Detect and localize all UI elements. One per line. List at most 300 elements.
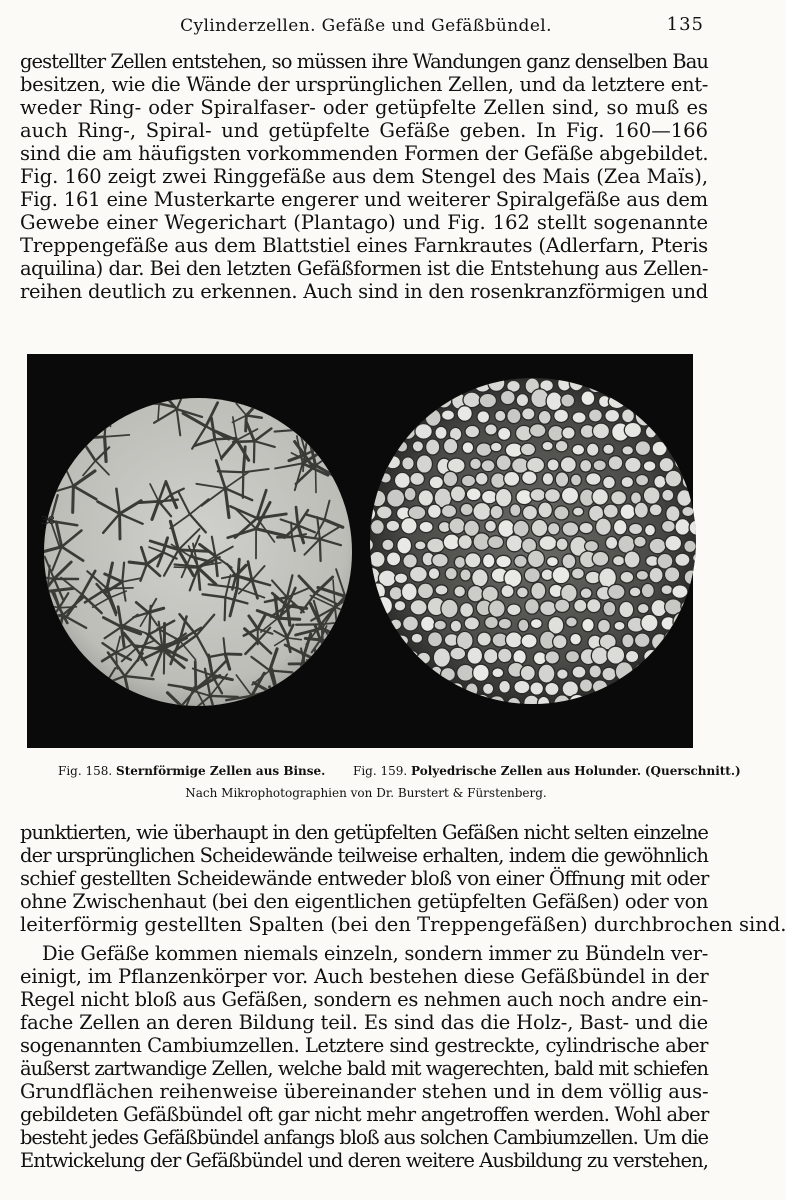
polyhedral-cell bbox=[377, 506, 393, 519]
star-cell-arm bbox=[305, 638, 320, 640]
text-line: fache Zellen an deren Bildung teil. Es sind das die Holz-, Bast- und die bbox=[20, 1011, 708, 1034]
polyhedral-cell bbox=[362, 604, 373, 615]
polyhedral-cell bbox=[637, 603, 649, 613]
star-cell-arm bbox=[64, 406, 87, 407]
star-cell-arm bbox=[88, 674, 104, 685]
polyhedral-cell bbox=[681, 375, 698, 391]
polyhedral-cell bbox=[580, 460, 592, 473]
polyhedral-cell bbox=[473, 664, 490, 681]
polyhedral-cell bbox=[627, 390, 645, 409]
polyhedral-cell bbox=[472, 569, 488, 587]
polyhedral-cell bbox=[386, 647, 404, 664]
polyhedral-cell bbox=[531, 582, 546, 599]
polyhedral-cell bbox=[477, 632, 491, 646]
polyhedral-cell bbox=[554, 506, 569, 520]
polyhedral-cell bbox=[697, 405, 715, 425]
polyhedral-cell bbox=[489, 696, 504, 708]
fig159-label: Fig. 159. bbox=[353, 764, 408, 778]
polyhedral-cell bbox=[570, 633, 582, 645]
polyhedral-cell bbox=[456, 698, 474, 716]
polyhedral-cell bbox=[661, 585, 673, 595]
star-cell-arm bbox=[307, 660, 322, 685]
polyhedral-cell bbox=[669, 411, 682, 424]
credit-prefix: Nach Mikrophotographien von bbox=[185, 786, 373, 800]
polyhedral-cell bbox=[498, 427, 511, 440]
polyhedral-cell bbox=[403, 554, 417, 568]
polyhedral-cell bbox=[643, 487, 660, 504]
polyhedral-cell bbox=[664, 567, 679, 582]
text-line: Treppengefäße aus dem Blattstiel eines Farnkrautes (Adlerfarn, Pteris bbox=[20, 234, 709, 257]
polyhedral-cell bbox=[701, 508, 713, 519]
polyhedral-cell bbox=[699, 473, 716, 490]
polyhedral-cell bbox=[426, 439, 440, 455]
polyhedral-cell bbox=[514, 680, 530, 693]
polyhedral-cell bbox=[490, 442, 502, 452]
polyhedral-cell bbox=[636, 475, 649, 486]
polyhedral-cell bbox=[697, 633, 711, 645]
polyhedral-cell bbox=[538, 664, 555, 683]
polyhedral-cell bbox=[700, 568, 715, 581]
polyhedral-cell bbox=[670, 442, 682, 455]
star-cell-arm bbox=[225, 654, 241, 655]
polyhedral-cell bbox=[464, 617, 479, 630]
polyhedral-cell bbox=[560, 457, 576, 473]
polyhedral-cell bbox=[675, 685, 687, 695]
polyhedral-cell bbox=[485, 424, 497, 435]
polyhedral-cell bbox=[545, 682, 559, 695]
polyhedral-cell bbox=[416, 455, 432, 473]
polyhedral-cell bbox=[415, 541, 426, 550]
polyhedral-cell bbox=[644, 649, 660, 663]
polyhedral-cell bbox=[363, 664, 380, 682]
star-cell-arm bbox=[322, 667, 337, 688]
polyhedral-cell bbox=[587, 599, 601, 613]
polyhedral-cell bbox=[388, 680, 404, 697]
polyhedral-cell bbox=[385, 456, 400, 469]
text-line: Gewebe einer Wegerichart (Plantago) und Fig. 162 stellt sogenannte bbox=[20, 211, 708, 234]
star-cell-arm bbox=[329, 422, 342, 444]
polyhedral-cell bbox=[356, 457, 369, 469]
star-cell-arm bbox=[260, 705, 275, 716]
polyhedral-cell bbox=[460, 503, 473, 515]
polyhedral-cell bbox=[546, 361, 558, 374]
polyhedral-cell bbox=[370, 646, 387, 662]
star-cell-arm bbox=[345, 406, 360, 418]
text-line: gebildeten Gefäßbündel oft gar nicht mehr angetroffen werden. Wohl aber bbox=[20, 1103, 709, 1126]
polyhedral-cell bbox=[675, 553, 690, 566]
polyhedral-cell bbox=[622, 446, 634, 455]
star-cell-arm bbox=[48, 686, 76, 694]
fig158-label: Fig. 158. bbox=[58, 764, 113, 778]
text-line: sogenannten Cambiumzellen. Letztere sind gestreckte, cylindrische aber bbox=[20, 1034, 708, 1057]
polyhedral-cell bbox=[514, 555, 527, 567]
polyhedral-cell bbox=[481, 460, 495, 472]
polyhedral-cell bbox=[687, 359, 705, 379]
polyhedral-cell bbox=[624, 422, 641, 437]
polyhedral-cell bbox=[693, 553, 705, 563]
polyhedral-cell bbox=[697, 696, 713, 712]
polyhedral-cell bbox=[443, 471, 458, 486]
star-cell-arm bbox=[45, 671, 47, 688]
polyhedral-cell bbox=[394, 665, 406, 676]
polyhedral-cell bbox=[651, 696, 667, 713]
polyhedral-cell bbox=[387, 489, 405, 507]
polyhedral-cell bbox=[691, 391, 706, 406]
polyhedral-cell bbox=[395, 406, 412, 425]
polyhedral-cell bbox=[698, 436, 715, 455]
polyhedral-cell bbox=[516, 362, 530, 378]
polyhedral-cell bbox=[524, 568, 540, 583]
star-cell-arm bbox=[30, 689, 47, 690]
figure-caption bbox=[0, 760, 741, 808]
polyhedral-cell bbox=[649, 538, 666, 554]
polyhedral-cell bbox=[574, 599, 587, 612]
polyhedral-cell bbox=[461, 475, 475, 487]
text-line: Regel nicht bloß aus Gefäßen, sondern es nehmen auch noch andre ein- bbox=[20, 988, 708, 1011]
polyhedral-cell bbox=[665, 535, 682, 551]
polyhedral-cell bbox=[555, 599, 570, 612]
text-line: schief gestellten Scheidewände entweder bloß von einer Öffnung mit oder bbox=[20, 867, 709, 890]
polyhedral-cell bbox=[586, 473, 601, 486]
polyhedral-cell bbox=[598, 619, 611, 633]
star-cell-arm bbox=[64, 385, 74, 406]
polyhedral-cell bbox=[581, 391, 595, 406]
polyhedral-cell bbox=[680, 439, 697, 456]
polyhedral-cell bbox=[531, 519, 547, 536]
polyhedral-cell bbox=[468, 586, 484, 602]
paragraph-bottom bbox=[20, 942, 708, 1172]
polyhedral-cell bbox=[465, 553, 481, 568]
polyhedral-cell bbox=[466, 488, 481, 501]
polyhedral-cell bbox=[401, 518, 417, 534]
polyhedral-cell bbox=[507, 408, 521, 423]
star-cell-arm bbox=[321, 402, 341, 416]
micrograph-plate bbox=[27, 354, 693, 748]
polyhedral-cell bbox=[566, 617, 578, 627]
polyhedral-cell bbox=[676, 360, 691, 376]
polyhedral-cell bbox=[356, 647, 372, 666]
polyhedral-cell bbox=[439, 696, 456, 710]
polyhedral-cell bbox=[552, 567, 570, 584]
polyhedral-cell bbox=[433, 648, 450, 667]
polyhedral-cell bbox=[356, 489, 371, 503]
polyhedral-cell bbox=[649, 504, 662, 516]
polyhedral-cell bbox=[603, 476, 616, 489]
polyhedral-cell bbox=[619, 601, 634, 617]
polyhedral-cell bbox=[407, 662, 425, 678]
polyhedral-cell bbox=[400, 393, 417, 412]
polyhedral-cell bbox=[485, 616, 499, 628]
polyhedral-cell bbox=[357, 521, 370, 532]
polyhedral-cell bbox=[416, 391, 432, 408]
polyhedral-cell bbox=[554, 695, 571, 714]
polyhedral-cell bbox=[620, 504, 635, 520]
polyhedral-cell bbox=[659, 392, 675, 409]
polyhedral-cell bbox=[443, 438, 457, 453]
polyhedral-cell bbox=[441, 377, 458, 395]
star-cell-arm bbox=[164, 709, 185, 721]
text-line: Fig. 160 zeigt zwei Ringgefäße aus dem Stengel des Mais (Zea Maïs), bbox=[20, 165, 708, 188]
polyhedral-cell bbox=[496, 488, 512, 507]
polyhedral-cell bbox=[411, 633, 422, 643]
polyhedral-cell bbox=[680, 698, 696, 714]
polyhedral-cell bbox=[356, 394, 371, 410]
star-cell-arm bbox=[321, 667, 331, 683]
polyhedral-cell bbox=[378, 406, 392, 422]
star-cell-arm bbox=[306, 422, 329, 434]
paragraph-top bbox=[20, 50, 708, 303]
star-cell-arm bbox=[275, 705, 280, 723]
polyhedral-cell bbox=[694, 427, 706, 437]
fig159-note: (Querschnitt.) bbox=[644, 764, 741, 778]
polyhedral-cell bbox=[694, 649, 706, 661]
polyhedral-cell bbox=[608, 584, 625, 599]
polyhedral-cell bbox=[410, 600, 427, 615]
polyhedral-cell bbox=[634, 536, 646, 547]
star-cell-arm bbox=[80, 704, 103, 707]
polyhedral-cell bbox=[539, 536, 557, 551]
polyhedral-cell bbox=[561, 487, 578, 504]
polyhedral-cell bbox=[397, 537, 412, 554]
polyhedral-cell bbox=[458, 535, 472, 550]
polyhedral-cell bbox=[428, 568, 439, 580]
polyhedral-cell bbox=[603, 444, 614, 454]
polyhedral-cell bbox=[490, 505, 503, 519]
polyhedral-cell bbox=[382, 539, 394, 551]
polyhedral-cell bbox=[485, 520, 497, 532]
polyhedral-cell bbox=[501, 585, 514, 598]
polyhedral-cell bbox=[379, 695, 396, 709]
polyhedral-cell bbox=[582, 618, 594, 631]
running-title: Cylinderzellen. Gefäße und Gefäßbündel. bbox=[180, 16, 552, 36]
polyhedral-cell bbox=[432, 553, 448, 567]
polyhedral-cell bbox=[517, 587, 529, 598]
polyhedral-cell bbox=[421, 616, 435, 631]
polyhedral-cell bbox=[542, 441, 553, 450]
polyhedral-cell bbox=[661, 425, 676, 441]
polyhedral-cell bbox=[360, 506, 376, 521]
star-cell-arm bbox=[47, 688, 64, 689]
star-cell-arm bbox=[286, 696, 293, 718]
polyhedral-cell bbox=[676, 393, 688, 407]
polyhedral-cell bbox=[369, 683, 386, 698]
polyhedral-cell bbox=[409, 377, 422, 390]
polyhedral-cell bbox=[520, 665, 535, 680]
polyhedral-cell bbox=[441, 505, 456, 518]
polyhedral-cell bbox=[589, 409, 603, 422]
polyhedral-cell bbox=[652, 376, 667, 393]
polyhedral-cell bbox=[506, 535, 523, 552]
polyhedral-cell bbox=[412, 697, 430, 712]
polyhedral-cell bbox=[386, 520, 400, 531]
polyhedral-cell bbox=[457, 664, 475, 681]
polyhedral-cell bbox=[427, 538, 445, 553]
polyhedral-cell bbox=[555, 472, 568, 487]
polyhedral-cell bbox=[634, 502, 648, 518]
polyhedral-cell bbox=[606, 537, 618, 550]
polyhedral-cell bbox=[484, 649, 499, 664]
text-line: Entwickelung der Gefäßbündel und deren weitere Ausbildung zu verstehen, bbox=[20, 1149, 708, 1172]
polyhedral-cell bbox=[613, 556, 625, 566]
polyhedral-cell bbox=[405, 364, 417, 375]
polyhedral-cell bbox=[363, 539, 374, 551]
star-cell-arm bbox=[341, 408, 364, 416]
polyhedral-cell bbox=[454, 556, 465, 568]
polyhedral-cell bbox=[654, 475, 666, 488]
star-cell-arm bbox=[270, 696, 293, 699]
polyhedral-cell bbox=[611, 491, 627, 505]
polyhedral-cell bbox=[470, 458, 482, 470]
polyhedral-cell bbox=[569, 694, 585, 710]
polyhedral-cell bbox=[401, 583, 417, 601]
polyhedral-cell bbox=[692, 681, 706, 695]
polyhedral-cell bbox=[682, 475, 694, 489]
polyhedral-cell bbox=[374, 619, 386, 632]
star-cell-arm bbox=[274, 684, 293, 697]
star-cell-arm bbox=[296, 507, 298, 525]
star-cell-arm bbox=[275, 690, 287, 705]
polyhedral-cell bbox=[507, 604, 521, 616]
polyhedral-cell bbox=[410, 566, 428, 582]
star-cell-arm bbox=[341, 416, 358, 434]
text-line: punktierten, wie überhaupt in den getüpfelten Gefäßen nicht selten einzelne bbox=[20, 821, 708, 844]
polyhedral-cell bbox=[458, 380, 471, 391]
text-line: gestellter Zellen entstehen, so müssen ihre Wandungen ganz denselben Bau bbox=[20, 50, 708, 73]
star-cell-arm bbox=[327, 465, 339, 474]
polyhedral-cell bbox=[429, 476, 443, 489]
polyhedral-cell bbox=[622, 634, 634, 648]
polyhedral-cell bbox=[588, 377, 604, 393]
polyhedral-cell bbox=[488, 536, 504, 549]
polyhedral-cell bbox=[585, 541, 599, 552]
star-cell-arm bbox=[308, 685, 322, 711]
text-line: weder Ring- oder Spiralfaser- oder getüpfelte Zellen sind, so muß es bbox=[20, 96, 708, 119]
polyhedral-cell bbox=[380, 473, 391, 483]
polyhedral-cell bbox=[518, 619, 529, 632]
polyhedral-cell bbox=[530, 424, 546, 438]
text-line: sind die am häufigsten vorkommenden Formen der Gefäße abgebildet. bbox=[20, 142, 709, 165]
text-line: reihen deutlich zu erkennen. Auch sind in den rosenkranzförmigen und bbox=[20, 280, 708, 303]
star-cell-arm bbox=[37, 615, 63, 619]
polyhedral-cell bbox=[442, 410, 455, 420]
polyhedral-cell bbox=[473, 503, 491, 521]
star-cell-arm bbox=[278, 696, 306, 702]
polyhedral-cell bbox=[530, 682, 544, 695]
polyhedral-cell bbox=[629, 587, 641, 597]
text-line: der ursprünglichen Scheidewände teilweise erhalten, indem die gewöhnlich bbox=[20, 844, 708, 867]
polyhedral-cell bbox=[405, 651, 419, 665]
star-cell-arm bbox=[341, 392, 348, 416]
text-line: besitzen, wie die Wände der ursprünglichen Zellen, und da letztere ent- bbox=[20, 73, 708, 96]
polyhedral-cell bbox=[435, 680, 453, 695]
star-cell-arm bbox=[301, 666, 320, 667]
polyhedral-cell bbox=[473, 694, 490, 710]
star-cell-arm bbox=[195, 662, 196, 690]
polyhedral-cell bbox=[450, 683, 463, 693]
polyhedral-cell bbox=[556, 538, 568, 551]
star-cell-arm bbox=[293, 674, 298, 696]
polyhedral-cell bbox=[692, 618, 707, 635]
fig158-title: Sternförmige Zellen aus Binse. bbox=[116, 764, 326, 778]
polyhedral-cell bbox=[390, 428, 402, 438]
star-cell-arm bbox=[80, 437, 105, 439]
polyhedral-cell bbox=[477, 411, 490, 423]
polyhedral-cell bbox=[437, 362, 449, 375]
polyhedral-cell bbox=[634, 633, 650, 647]
polyhedral-cell bbox=[651, 406, 666, 421]
star-cell-arm bbox=[44, 407, 64, 419]
polyhedral-cell bbox=[450, 620, 461, 632]
polyhedral-cell bbox=[418, 583, 434, 599]
polyhedral-cell bbox=[428, 632, 443, 647]
polyhedral-cell bbox=[581, 365, 594, 376]
micrograph-figures bbox=[27, 354, 693, 748]
polyhedral-cell bbox=[649, 567, 663, 583]
polyhedral-cell bbox=[672, 585, 688, 599]
polyhedral-cell bbox=[373, 426, 386, 440]
star-cell-arm bbox=[320, 398, 329, 422]
star-cell-arm bbox=[225, 597, 226, 620]
star-cell-arm bbox=[293, 696, 309, 713]
star-cell-arm bbox=[59, 607, 76, 608]
polyhedral-cell bbox=[424, 378, 439, 391]
star-cell-arm bbox=[48, 661, 61, 687]
star-cell-arm bbox=[103, 683, 111, 704]
polyhedral-cell bbox=[643, 461, 656, 472]
polyhedral-cell bbox=[389, 587, 402, 601]
polyhedral-cell bbox=[395, 573, 408, 584]
star-cell-arm bbox=[321, 667, 340, 671]
polyhedral-cell bbox=[436, 392, 452, 408]
polyhedral-cell bbox=[573, 507, 584, 516]
polyhedral-cell bbox=[609, 359, 624, 375]
polyhedral-cell bbox=[395, 635, 408, 646]
star-cell-arm bbox=[291, 522, 292, 536]
polyhedral-cell bbox=[572, 568, 585, 579]
star-cell-arm bbox=[25, 669, 48, 686]
star-cell-arm bbox=[103, 704, 116, 723]
polyhedral-cell bbox=[602, 667, 616, 681]
star-cell-arm bbox=[329, 396, 345, 406]
polyhedral-cell bbox=[554, 409, 569, 422]
polyhedral-cell bbox=[629, 523, 643, 534]
fig158-marker: 38 bbox=[41, 514, 55, 527]
caption-credit bbox=[0, 782, 732, 804]
star-cell-arm bbox=[73, 486, 74, 512]
polyhedral-cell bbox=[500, 390, 515, 404]
star-cell-arm bbox=[253, 696, 278, 709]
star-cell-arm bbox=[275, 705, 292, 711]
polyhedral-cell bbox=[538, 696, 550, 710]
polyhedral-cell bbox=[665, 470, 682, 487]
star-cell-arm bbox=[47, 689, 49, 706]
polyhedral-cell bbox=[435, 426, 447, 439]
polyhedral-cell bbox=[557, 669, 568, 679]
polyhedral-cell bbox=[589, 665, 601, 678]
polyhedral-cell bbox=[363, 567, 380, 584]
polyhedral-cell bbox=[636, 570, 648, 580]
polyhedral-cell bbox=[553, 635, 567, 649]
star-cell-arm bbox=[296, 405, 299, 429]
polyhedral-cell bbox=[479, 393, 496, 407]
star-cell-arm bbox=[278, 696, 287, 723]
polyhedral-cell bbox=[562, 522, 579, 536]
polyhedral-cell bbox=[441, 599, 458, 618]
polyhedral-cell bbox=[499, 680, 511, 693]
polyhedral-cell bbox=[660, 683, 671, 696]
polyhedral-cell bbox=[410, 472, 425, 485]
polyhedral-cell bbox=[357, 361, 369, 371]
